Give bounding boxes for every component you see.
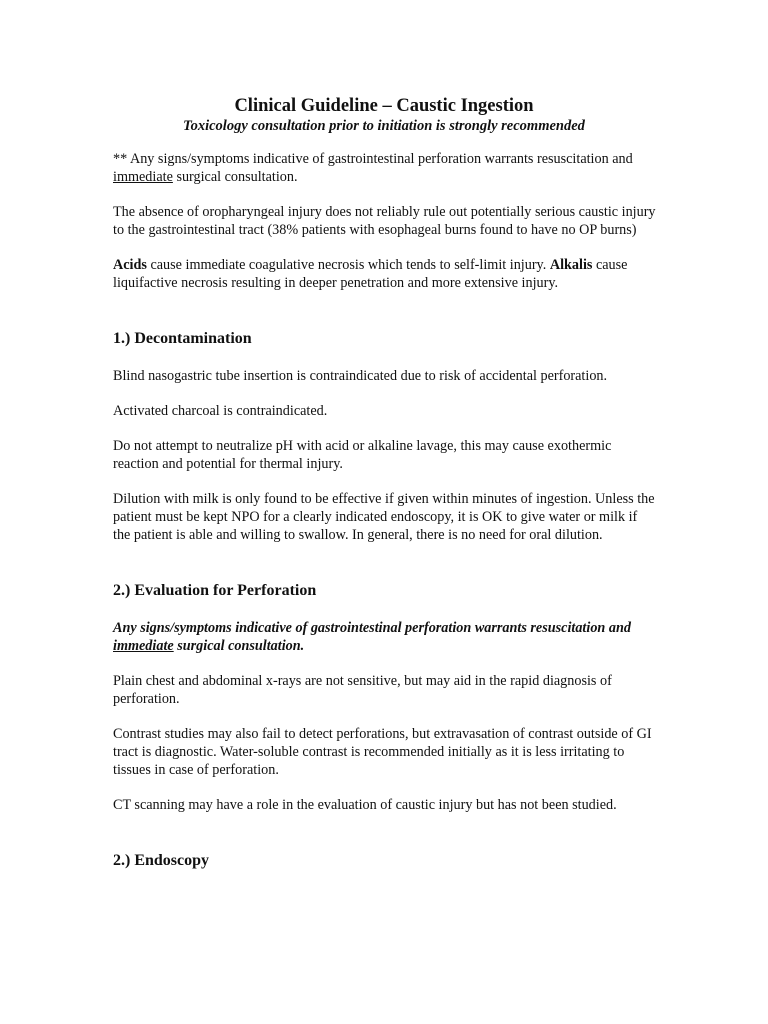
warning-text-pre: ** Any signs/symptoms indicative of gastrointestinal perforation warrants resuscitation and — [113, 151, 633, 167]
document-body — [113, 150, 658, 871]
document-subtitle: Toxicology consultation prior to initiation is strongly recommended — [183, 118, 585, 134]
decontamination-paragraph: Do not attempt to neutralize pH with acid or alkaline lavage, this may cause exothermic reaction and potential for thermal injury. — [113, 438, 612, 472]
absence-paragraph: The absence of oropharyngeal injury does not reliably rule out potentially serious caustic injury to the gastrointestinal tract (38% patients with esophageal burns found to have no OP burns) — [113, 204, 656, 238]
emphasis-text-post: surgical consultation. — [173, 638, 305, 654]
evaluation-paragraph: Plain chest and abdominal x-rays are not sensitive, but may aid in the rapid diagnosis of perforation. — [113, 673, 612, 707]
decontamination-paragraph: Blind nasogastric tube insertion is contraindicated due to risk of accidental perforation. — [113, 368, 608, 384]
decontamination-paragraph: Activated charcoal is contraindicated. — [113, 403, 328, 419]
warning-text-underlined: immediate — [113, 169, 173, 185]
emphasis-text-underlined: immediate — [113, 638, 174, 654]
alkalis-term: Alkalis — [549, 257, 593, 273]
section-heading-decontamination: 1.) Decontamination — [113, 330, 252, 347]
alkalis-text: cause liquifactive necrosis resulting in deeper penetration and more extensive injury. — [113, 257, 628, 291]
evaluation-paragraph: Contrast studies may also fail to detect perforations, but extravasation of contrast outside of GI tract is diagnostic. Water-soluble contrast is recommended initially as it is less irritating to tissues in case of perforation. — [113, 726, 652, 778]
evaluation-emphasis — [113, 619, 658, 655]
warning-text-post: surgical consultation. — [172, 169, 298, 185]
emphasis-text-pre: Any signs/symptoms indicative of gastrointestinal perforation warrants resuscitation and — [113, 620, 631, 636]
section-heading-evaluation: 2.) Evaluation for Perforation — [113, 582, 317, 599]
acids-term: Acids — [113, 257, 147, 273]
decontamination-paragraph: Dilution with milk is only found to be effective if given within minutes of ingestion. Unless the patient must be kept NPO for a clearly indicated endoscopy, it is OK to give water or milk if the patient is able and willing to swallow. In general, there is no need for oral dilution. — [113, 491, 655, 543]
evaluation-paragraph: CT scanning may have a role in the evaluation of caustic injury but has not been studied. — [113, 797, 617, 813]
acids-text: cause immediate coagulative necrosis which tends to self-limit injury. — [146, 257, 550, 273]
acids-alkalis-paragraph — [113, 256, 658, 292]
perforation-warning — [113, 150, 658, 186]
section-heading-endoscopy: 2.) Endoscopy — [113, 852, 210, 869]
document-title: Clinical Guideline – Caustic Ingestion — [234, 96, 534, 116]
title-block — [0, 95, 768, 135]
